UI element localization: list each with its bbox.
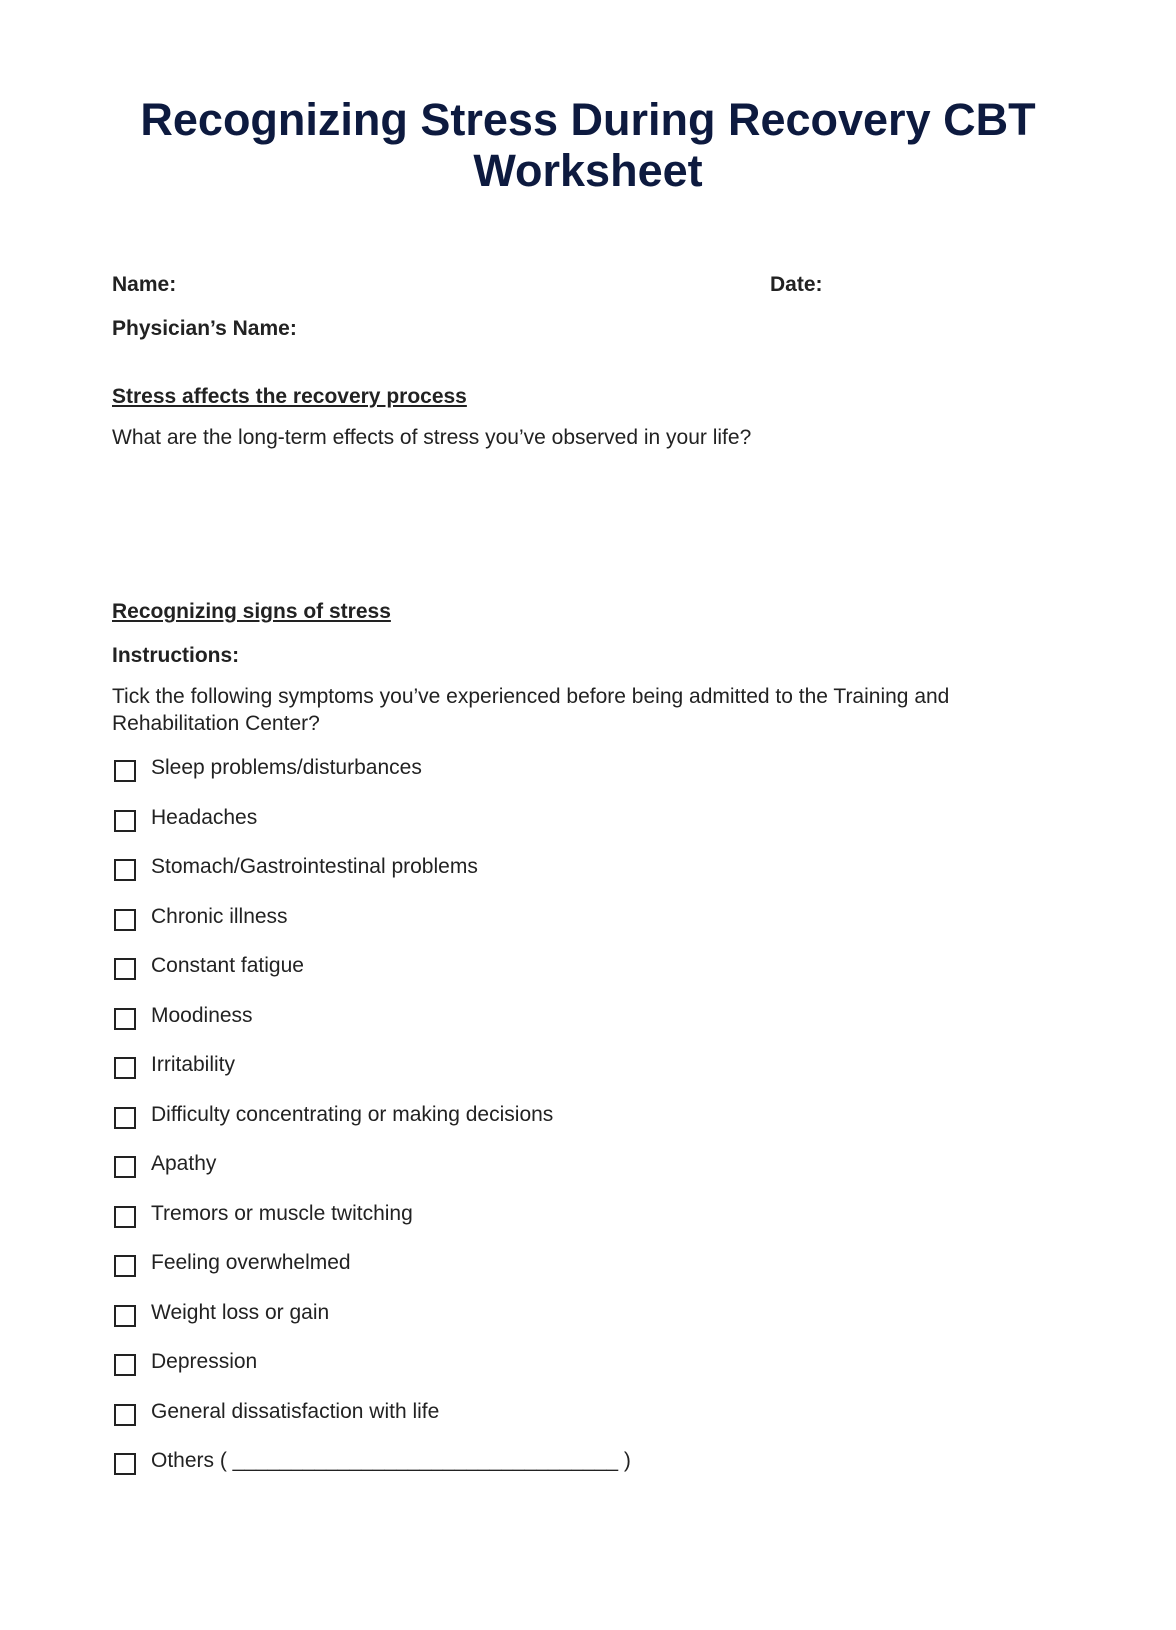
symptom-label: Weight loss or gain [151,1300,330,1324]
symptom-label: Moodiness [151,1003,253,1027]
symptom-label: Feeling overwhelmed [151,1251,351,1274]
symptom-item[interactable] [114,753,422,783]
checkbox[interactable] [114,1206,136,1228]
symptom-item[interactable] [114,1100,553,1130]
symptom-label: General dissatisfaction with life [151,1399,440,1423]
page-title: Recognizing Stress During Recovery CBT Worksheet [140,94,1036,196]
instructions-label: Instructions: [112,644,240,667]
checkbox[interactable] [114,859,136,881]
symptom-label: Depression [151,1350,258,1373]
date-label: Date: [770,273,823,296]
symptom-item[interactable] [114,1199,413,1229]
symptom-label: Headaches [151,805,258,829]
section1-heading: Stress affects the recovery process [112,385,467,408]
checkbox[interactable] [114,958,136,980]
symptom-label: Others ( _________________________________ ) [151,1449,631,1472]
symptom-item[interactable] [114,1001,253,1031]
physician-label: Physician’s Name: [112,317,297,340]
symptom-label: Constant fatigue [151,954,304,977]
checkbox[interactable] [114,760,136,782]
symptom-item[interactable] [114,1298,329,1328]
name-label: Name: [112,273,177,296]
symptom-item[interactable] [114,852,478,882]
checkbox[interactable] [114,1057,136,1079]
instructions-text: Tick the following symptoms you’ve experienced before being admitted to the Training and Rehabilitation Center? [112,685,950,735]
symptom-item[interactable] [114,1248,351,1278]
checkbox[interactable] [114,1255,136,1277]
symptom-item[interactable] [114,1050,235,1080]
symptom-label: Apathy [151,1152,217,1175]
symptom-label: Irritability [151,1053,236,1076]
symptom-item[interactable] [114,1347,257,1377]
symptom-item[interactable] [114,1446,631,1476]
symptom-item[interactable] [114,803,257,833]
section1-question: What are the long-term effects of stress you’ve observed in your life? [112,426,752,449]
symptom-label: Tremors or muscle twitching [151,1201,413,1225]
symptom-item[interactable] [114,951,304,981]
checkbox[interactable] [114,1107,136,1129]
checkbox[interactable] [114,1305,136,1327]
checkbox[interactable] [114,810,136,832]
symptom-label: Chronic illness [151,904,288,928]
checkbox[interactable] [114,1354,136,1376]
checkbox[interactable] [114,1404,136,1426]
symptom-label: Sleep problems/disturbances [151,756,422,779]
checkbox[interactable] [114,1156,136,1178]
symptom-item[interactable] [114,902,288,932]
checkbox[interactable] [114,909,136,931]
checkbox[interactable] [114,1008,136,1030]
symptom-label: Stomach/Gastrointestinal problems [151,855,478,878]
symptom-item[interactable] [114,1397,439,1427]
symptom-item[interactable] [114,1149,216,1179]
symptom-label: Difficulty concentrating or making decisions [151,1102,554,1126]
section2-heading: Recognizing signs of stress [112,600,391,623]
checkbox[interactable] [114,1453,136,1475]
